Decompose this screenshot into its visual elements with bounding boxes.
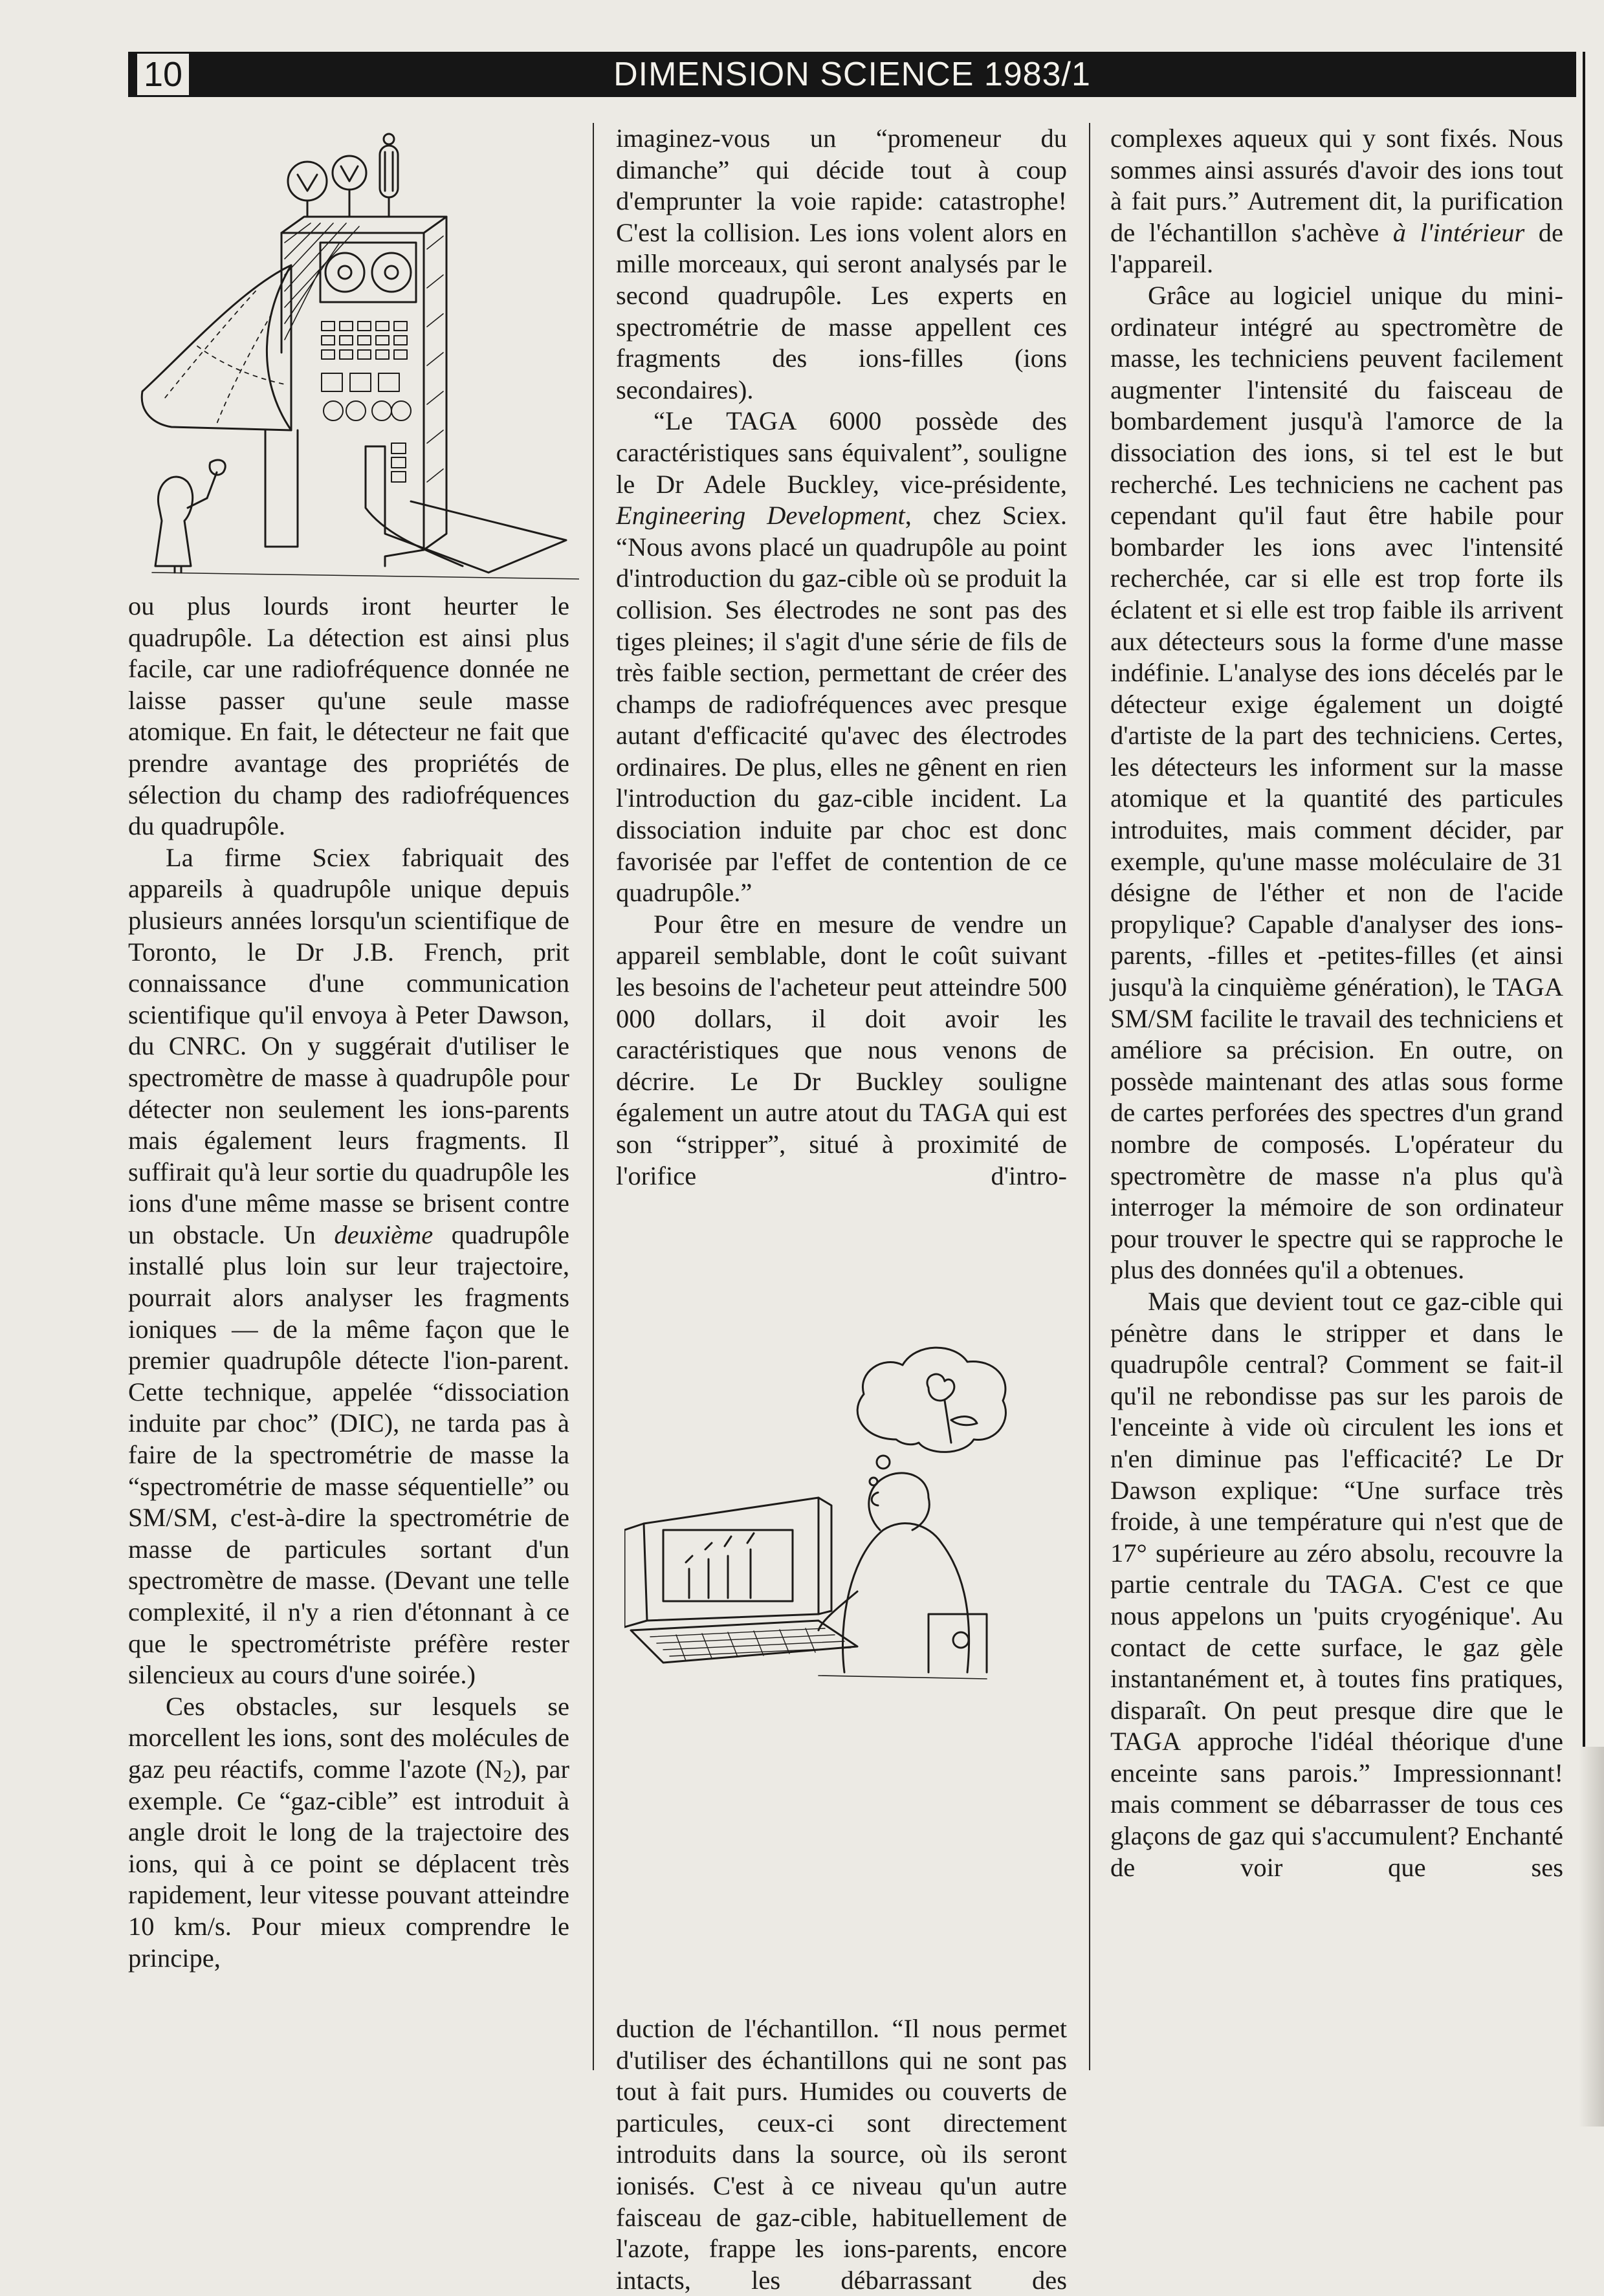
paragraph — [128, 1691, 569, 1974]
text-column-3 — [1110, 123, 1563, 1883]
text-run: , chez Sciex. “Nous avons placé un quadrupôle au point d'introduction du gaz-cible où se produit la collision. Ses électrodes ne sont pas des tiges pleines; il s'agit d'une série de fils de très faible section, permettant de créer des champs de radiofréquences avec presque autant d'efficacité qu'avec des électrodes ordinaires. De plus, elles ne gênent en rien l'introduction du gaz-cible incident. La dissociation induite par choc est donc favorisée par l'effet de contention de ce quadrupôle.” — [616, 501, 1068, 908]
text-column-2-continued — [616, 2013, 1067, 2296]
text-column-1 — [128, 591, 569, 1974]
paragraph: imaginez-vous un “promeneur du dimanche” qui décide tout à coup d'emprunter la voie rapide: catastrophe! C'est la collision. Les ions volent alors en mille morceaux, qui seront analysés par le second quadrupôle. Les experts en spectrométrie de masse appellent ces fragments des ions-filles (ions secondaires). — [616, 124, 1067, 404]
paragraph — [128, 842, 569, 1691]
text-run: de l'appareil. — [1110, 217, 1563, 279]
page-number: 10 — [137, 54, 189, 95]
text-run: complexes aqueux qui y sont fixés. Nous sommes ainsi assurés d'avoir des ions tout à fait purs.” Autrement dit, la purification de l'échantillon s'achève — [1110, 124, 1563, 247]
spectrometer-cartoon-illustration — [126, 120, 579, 582]
text-run: La firme Sciex fabriquait des appareils à quadrupôle unique depuis plusieurs années lorsqu'un scientifique de Toronto, le Dr J.B. French, prit connaissance d'une communication scientifique qu'il envoya à Peter Dawson, du CNRC. On y suggérait d'utiliser le spectromètre de masse à quadrupôle pour détecter non seulement les ions-parents mais également leurs fragments. Il suffirait qu'à leur sortie du quadrupôle les ions d'une même masse se brisent contre un obstacle. Un — [128, 842, 569, 1249]
computer-operator-illustration — [624, 1336, 1019, 1698]
paragraph — [1110, 123, 1563, 280]
text-run: quadrupôle installé plus loin sur leur trajectoire, pourrait alors analyser les fragments ioniques — de la même façon que le premier quadrupôle détecte l'ion-parent. Cette technique, appelée “dissociation induite par choc” (DIC), ne tarda pas à faire de la spectrométrie de masse la “spectrométrie de masse séquentielle” ou SM/SM, c'est-à-dire la spectrométrie de masse de particules sortant d'un spectromètre de masse. (Devant une telle complexité, il n'y a rien d'étonnant à ce que le spectrométriste préfère rester silencieux au cours d'une soirée.) — [128, 1219, 569, 1690]
text-run: “Le TAGA 6000 possède des caractéristiques sans équivalent”, souligne le Dr Adele Buckley, vice-présidente, — [616, 406, 1067, 499]
paragraph: ou plus lourds iront heurter le quadrupôle. La détection est ainsi plus facile, car une radiofréquence donnée ne laisse passer qu'une seule masse atomique. En fait, le détecteur ne fait que prendre avantage des propriétés de sélection du champ des radiofréquences du quadrupôle. — [128, 591, 569, 841]
text-run: Ces obstacles, sur lesquels se morcellent les ions, sont des molécules de gaz peu réactifs, comme l'azote (N — [128, 1691, 569, 1784]
paragraph: duction de l'échantillon. “Il nous permet d'utiliser des échantillons qui ne sont pas tout à fait purs. Humides ou couverts de particules, ceux-ci sont directement introduits dans la source, où ils seront ionisés. C'est à ce niveau qu'un autre faisceau de gaz-cible, habituellement de l'azote, frappe les ions-parents, encore intacts, les débarrassant des — [616, 2014, 1067, 2295]
paragraph — [616, 406, 1067, 909]
subscript: 2 — [503, 1766, 512, 1786]
text-run: ), par exemple. Ce “gaz-cible” est introduit à angle droit le long de la trajectoire des ions, qui à ce point se déplacent très rapidement, leur vitesse pouvant atteindre 10 km/s. Pour mieux comprendre le principe, — [128, 1754, 570, 1973]
page-header — [128, 52, 1576, 97]
text-column-2 — [616, 123, 1067, 1192]
publication-title: DIMENSION SCIENCE 1983/1 — [613, 56, 1091, 93]
column-divider — [1089, 123, 1090, 2070]
paragraph: Mais que devient tout ce gaz-cible qui pénètre dans le stripper et dans le quadrupôle central? Comment se fait-il qu'il ne rebondisse pas sur les parois de l'enceinte à vide où circulent les ions et n'en diminue pas l'efficacité? Le Dr Dawson explique: “Une surface très froide, à une température qui n'est que de 17° supérieure au zéro absolu, recouvre la partie centrale du TAGA. C'est ce que nous appelons un 'puits cryogénique'. Au contact de cette surface, le gaz gèle instantanément et, à toutes fins pratiques, disparaît. On peut presque dire que le TAGA approche l'idéal théorique d'une enceinte sans parois.” Impressionnant! mais comment se débarrasser de tous ces glaçons de gaz qui s'accumulent? Enchanté de voir que ses — [1110, 1286, 1563, 1882]
paragraph: Pour être en mesure de vendre un appareil semblable, dont le coût suivant les besoins de l'acheteur peut atteindre 500 000 dollars, il doit avoir les caractéristiques que nous venons de décrire. Le Dr Buckley souligne également un autre atout du TAGA qui est son “stripper”, situé à proximité de l'orifice d'intro- — [616, 909, 1067, 1190]
paragraph: Grâce au logiciel unique du mini-ordinateur intégré au spectromètre de masse, les techniciens peuvent facilement augmenter l'intensité du faisceau de bombardement jusqu'à l'amorce de la dissociation des ions, si tel est le but recherché. Les techniciens ne cachent pas cependant qu'il faut être habile pour bombarder les ions avec l'intensité recherchée, car si elle est trop forte ils éclatent et si elle est trop faible ils arrivent aux détecteurs sous la forme d'une masse indéfinie. L'analyse des ions décelés par le détecteur exige également un doigté d'artiste de la part des techniciens. Certes, les détecteurs les informent sur la masse atomique et la quantité des particules introduites, mais comment décider, par exemple, qu'une masse moléculaire de 31 désigne de l'éther et non de l'acide propylique? Capable d'analyser des ions-parents, -filles et -petites-filles (et ainsi jusqu'à la cinquième génération), le TAGA SM/SM facilite le travail des techniciens et améliore sa précision. En outre, on possède maintenant des atlas sous forme de cartes perforées des spectres d'un grand nombre de composés. L'opérateur du spectromètre de masse n'a plus qu'à interroger la mémoire de son ordinateur pour trouver le spectre qui se rapproche le plus des données qu'il a obtenues. — [1110, 280, 1563, 1285]
emphasis: deuxième — [334, 1219, 434, 1249]
column-divider — [593, 123, 594, 2070]
emphasis: à l'intérieur — [1392, 217, 1525, 247]
emphasis: Engineering Development — [616, 501, 905, 530]
page-edge-shadow — [1579, 1747, 1604, 2127]
